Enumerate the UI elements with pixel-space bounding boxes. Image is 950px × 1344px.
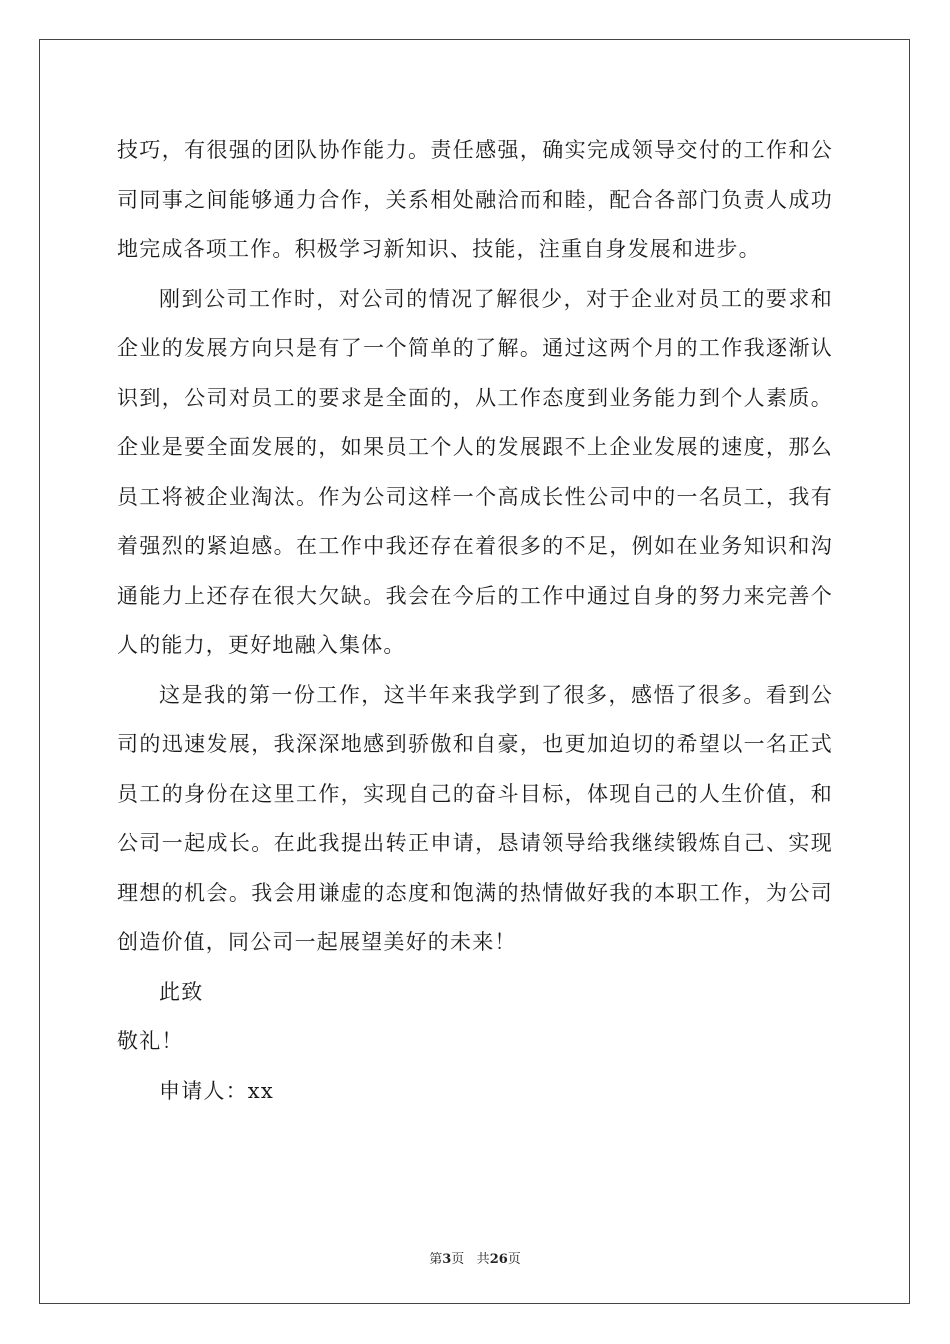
page-total-number: 26 [489,1252,508,1267]
page-label-prefix: 第 [429,1252,443,1267]
signature-line: 申请人：xx [159,1078,274,1103]
page-label-suffix: 页 [451,1252,465,1267]
paragraph-application: 这是我的第一份工作，这半年来我学到了很多，感悟了很多。看到公司的迅速发展，我深深地感到骄傲和自豪，也更加迫切的希望以一名正式员工的身份在这里工作，实现自己的奋斗目标，体现自己的人生价值，和公司一起成长。在此我提出转正申请，恳请领导给我继续锻炼自己、实现理想的机会。我会用谦虚的态度和饱满的热情做好我的本职工作，为公司创造价值，同公司一起展望美好的未来！ [117,682,833,954]
page-footer [0,1248,950,1267]
document-body [117,126,833,1116]
closing-line: 此致 [159,979,204,1004]
paragraph-first-impressions: 刚到公司工作时，对公司的情况了解很少，对于企业对员工的要求和企业的发展方向只是有了一个简单的了解。通过这两个月的工作我逐渐认识到，公司对员工的要求是全面的，从工作态度到业务能力到个人素质。企业是要全面发展的，如果员工个人的发展跟不上企业发展的速度，那么员工将被企业淘汰。作为公司这样一个高成长性公司中的一名员工，我有着强烈的紧迫感。在工作中我还存在着很多的不足，例如在业务知识和沟通能力上还存在很大欠缺。我会在今后的工作中通过自身的努力来完善个人的能力，更好地融入集体。 [117,286,833,657]
total-label-suffix: 页 [507,1252,521,1267]
salute-line: 敬礼！ [117,1029,184,1053]
paragraph-continuation: 技巧，有很强的团队协作能力。责任感强，确实完成领导交付的工作和公司同事之间能够通力合作，关系相处融洽而和睦，配合各部门负责人成功地完成各项工作。积极学习新知识、技能，注重自身发展和进步。 [117,138,833,261]
page-current-number: 3 [442,1252,452,1267]
total-label-prefix: 共 [476,1252,490,1267]
